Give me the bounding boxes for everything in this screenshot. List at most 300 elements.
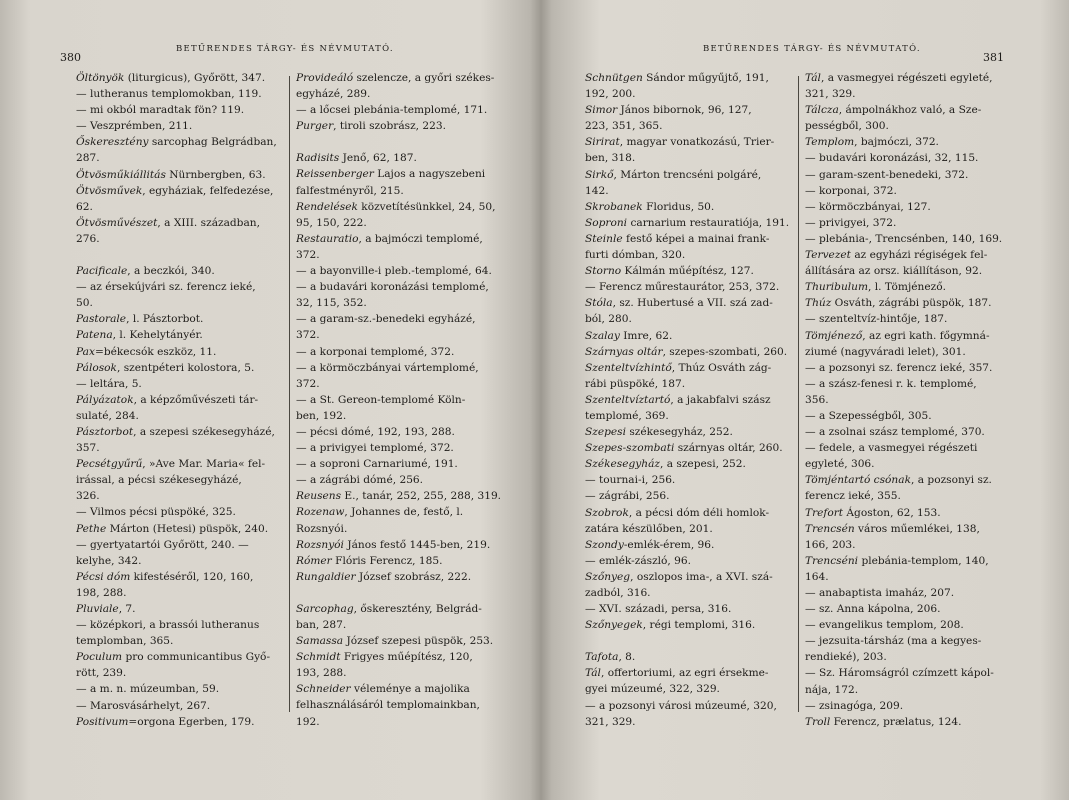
entry-text: 62.: [76, 200, 93, 213]
entry-text: 356.: [805, 393, 829, 406]
entry-text: , szentpéteri kolostora, 5.: [116, 361, 255, 374]
entry-headword: Simor: [585, 104, 618, 117]
entry-text: 192, 200.: [585, 88, 636, 101]
entry-text: ból, 280.: [585, 313, 632, 326]
index-column: [805, 70, 1015, 730]
entry-headword: Pastorale: [76, 313, 127, 326]
entry-headword: Sirkő: [585, 168, 614, 181]
index-entry: [76, 167, 286, 183]
index-entry: [76, 472, 286, 488]
entry-headword: Schmidt: [296, 651, 341, 664]
entry-headword: Soproni: [585, 216, 628, 229]
index-entry: [296, 488, 506, 504]
entry-text: város műemlékei, 138,: [854, 522, 980, 535]
entry-text: János festő 1445-ben, 219.: [343, 538, 491, 551]
entry-text: zadból, 316.: [585, 587, 651, 599]
entry-headword: Positivum: [76, 715, 129, 728]
entry-headword: Purger: [296, 120, 334, 133]
entry-text: — a zágrábi dómé, 256.: [296, 474, 424, 487]
entry-text: , ámpolnákhoz való, a Sze-: [838, 104, 982, 117]
index-entry: [296, 569, 506, 585]
entry-text: — zsinagóga, 209.: [805, 699, 904, 712]
entry-headword: Troll: [805, 715, 831, 728]
index-entry: [296, 102, 506, 118]
entry-text: , Márton trencséni polgáré,: [613, 168, 762, 181]
entry-gap: [585, 633, 795, 649]
entry-text: — a lőcsei plebánia-templomé, 171.: [296, 104, 488, 117]
entry-text: Osváth, zágrábi püspök, 187.: [831, 297, 992, 310]
entry-text: , sz. Hubertusé a VII. szá zad-: [612, 297, 773, 310]
index-entry: [805, 134, 1015, 150]
index-entry: [585, 376, 795, 392]
index-entry: [805, 376, 1015, 392]
index-entry: [296, 472, 506, 488]
entry-text: , offertoriumi, az egri érsekme-: [600, 667, 769, 680]
entry-text: Sándor műgyűjtő, 191,: [642, 72, 769, 84]
entry-text: pességből, 300.: [805, 120, 889, 133]
entry-text: gyei múzeumé, 322, 329.: [585, 683, 720, 696]
index-entry: [805, 408, 1015, 424]
entry-headword: Rozsnyói: [296, 538, 344, 551]
index-entry: [805, 392, 1015, 408]
index-entry: [585, 569, 795, 585]
index-entry: [805, 183, 1015, 199]
entry-text: János bibornok, 96, 127,: [617, 104, 752, 117]
entry-headword: Patena: [76, 329, 113, 342]
index-entry: [585, 456, 795, 472]
entry-text: szárnyas oltár, 260.: [674, 442, 783, 455]
entry-headword: Székesegyház: [585, 458, 660, 471]
index-entry: [76, 118, 286, 134]
index-entry: [585, 199, 795, 215]
index-entry: [76, 649, 286, 665]
index-entry: [805, 665, 1015, 681]
entry-text: — a zsolnai szász templomé, 370.: [805, 426, 985, 439]
entry-text: — XVI. századi, persa, 316.: [585, 603, 732, 616]
page-number: 380: [60, 51, 81, 64]
index-entry: [585, 665, 795, 681]
entry-text: sulaté, 284.: [76, 409, 139, 422]
entry-headword: Pax: [76, 345, 95, 358]
entry-headword: Trencséni: [805, 554, 859, 567]
entry-text: kelyhe, 342.: [76, 554, 142, 567]
index-entry: [805, 440, 1015, 456]
entry-text: — Sz. Háromságról czímzett kápol-: [805, 667, 994, 680]
entry-text: , az egri kath. főgymná-: [862, 329, 990, 342]
index-entry: [76, 199, 286, 215]
entry-headword: Tálcza: [805, 104, 839, 117]
index-entry: [296, 697, 506, 713]
index-entry: [76, 698, 286, 714]
index-entry: [76, 488, 286, 504]
index-entry: [585, 698, 795, 714]
entry-text: — leltára, 5.: [76, 377, 142, 390]
index-entry: [76, 311, 286, 327]
index-entry: [805, 633, 1015, 649]
entry-text: — a budavári koronázási templomé,: [296, 281, 489, 294]
entry-text: — körmöczbányai, 127.: [805, 200, 931, 213]
entry-text: 32, 115, 352.: [296, 297, 367, 310]
entry-text: Nürnbergben, 63.: [165, 168, 266, 181]
entry-text: , a szepesi, 252.: [660, 458, 746, 471]
entry-text: 164.: [805, 570, 829, 583]
entry-text: Kálmán műépítész, 127.: [621, 265, 754, 278]
entry-text: az egyházi régiségek fel-: [850, 249, 988, 262]
entry-text: , bajmóczi, 372.: [854, 136, 939, 149]
index-entry: [585, 537, 795, 553]
index-entry: [296, 360, 506, 376]
entry-text: (liturgicus), Győrött, 347.: [124, 72, 266, 84]
entry-headword: Steinle: [585, 232, 623, 245]
index-entry: [585, 601, 795, 617]
index-entry: [296, 649, 506, 665]
entry-headword: Szobrok: [585, 506, 629, 519]
index-entry: [296, 617, 506, 633]
index-entry: [585, 183, 795, 199]
entry-headword: Schneider: [296, 683, 351, 696]
entry-text: 372.: [296, 377, 320, 390]
entry-text: — a garam-sz.-benedeki egyházé,: [296, 313, 476, 326]
entry-text: festő képei a mainai frank-: [622, 232, 770, 245]
index-entry: [76, 714, 286, 730]
index-entry: [296, 376, 506, 392]
index-entry: [805, 215, 1015, 231]
entry-text: felhasználásáról templomainkban,: [296, 699, 480, 712]
index-entry: [585, 649, 795, 665]
entry-headword: Rozenaw: [296, 506, 345, 519]
index-entry: [76, 601, 286, 617]
entry-text: , a jakabfalvi szász: [670, 393, 771, 406]
entry-text: Márton (Hetesi) püspök, 240.: [106, 522, 269, 535]
index-entry: [805, 714, 1015, 730]
index-entry: [805, 424, 1015, 440]
index-entry: [805, 698, 1015, 714]
entry-headword: Ötvösműkiállitás: [76, 168, 166, 181]
index-entry: [296, 86, 506, 102]
entry-headword: Szőnyeg: [585, 570, 631, 583]
entry-text: , őskeresztény, Belgrád-: [353, 602, 482, 615]
entry-text: — mi okból maradtak fön? 119.: [76, 104, 245, 117]
index-entry: [76, 344, 286, 360]
entry-text: irással, a pécsi székesegyházé,: [76, 474, 242, 487]
index-entry: [585, 118, 795, 134]
entry-text: — a Szepességből, 305.: [805, 409, 932, 422]
index-entry: [76, 408, 286, 424]
entry-headword: Rendelések: [296, 200, 358, 213]
index-entry: [296, 311, 506, 327]
entry-headword: Szenteltvíztartó: [585, 393, 671, 406]
entry-headword: Sirirat: [585, 136, 620, 149]
entry-text: , a pécsi dóm déli homlok-: [628, 506, 770, 519]
index-entry: [76, 617, 286, 633]
index-entry: [805, 295, 1015, 311]
entry-text: kifestéséről, 120, 160,: [130, 570, 254, 583]
entry-text: József szepesi püspök, 253.: [343, 635, 494, 648]
entry-text: — evangelikus templom, 208.: [805, 619, 964, 632]
index-entry: [296, 681, 506, 697]
entry-headword: Tervezet: [805, 249, 851, 262]
entry-headword: Stóla: [585, 297, 613, 310]
entry-text: — tournai-i, 256.: [585, 474, 676, 487]
entry-headword: Pálosok: [76, 361, 117, 374]
index-entry: [805, 521, 1015, 537]
index-entry: [805, 569, 1015, 585]
entry-gap: [76, 247, 286, 263]
entry-text: zatára készülőben, 201.: [585, 522, 713, 535]
entry-text: — fedele, a vasmegyei régészeti: [805, 442, 978, 455]
index-entry: [296, 70, 506, 86]
index-entry: [296, 456, 506, 472]
index-entry: [585, 585, 795, 601]
entry-text: 95, 150, 222.: [296, 216, 367, 229]
entry-text: rendieké), 203.: [805, 651, 887, 664]
index-entry: [76, 569, 286, 585]
index-entry: [585, 263, 795, 279]
entry-headword: Radisits: [296, 152, 340, 165]
entry-headword: Reusens: [296, 490, 342, 503]
index-entry: [805, 649, 1015, 665]
entry-text: — a m. n. múzeumban, 59.: [76, 683, 220, 696]
index-entry: [296, 199, 506, 215]
entry-headword: Szenteltvízhintő: [585, 361, 672, 374]
index-entry: [805, 167, 1015, 183]
entry-text: — Ferencz műrestaurátor, 253, 372.: [585, 281, 780, 294]
index-entry: [585, 102, 795, 118]
entry-text: Flóris Ferencz, 185.: [331, 554, 443, 567]
entry-text: , a XIII. században,: [157, 216, 260, 229]
index-entry: [805, 199, 1015, 215]
entry-text: véleménye a majolika: [350, 683, 470, 696]
entry-text: — a St. Gereon-templomé Köln-: [296, 393, 466, 406]
entry-text: Ágoston, 62, 153.: [843, 506, 941, 519]
entry-text: közvetítésünkkel, 24, 50,: [357, 200, 496, 213]
index-entry: [805, 617, 1015, 633]
entry-headword: Szondy: [585, 538, 624, 551]
column-rule: [798, 76, 799, 712]
entry-headword: Szőnyegek: [585, 619, 643, 632]
entry-headword: Tömjéntartó csónak: [805, 474, 911, 487]
entry-text: József szobrász, 222.: [355, 570, 472, 583]
running-header: BETŰRENDES TÁRGY- ÉS NÉVMUTATÓ.: [176, 44, 394, 54]
entry-text: 50.: [76, 297, 93, 310]
index-entry: [296, 504, 506, 520]
entry-text: 223, 351, 365.: [585, 120, 663, 133]
index-entry: [585, 167, 795, 183]
entry-text: — a privigyei templomé, 372.: [296, 442, 454, 455]
index-entry: [76, 102, 286, 118]
entry-text: Floridus, 50.: [642, 200, 715, 213]
entry-text: — korponai, 372.: [805, 184, 897, 197]
entry-headword: Thúz: [805, 297, 832, 310]
entry-text: ban, 287.: [296, 619, 347, 631]
index-entry: [296, 263, 506, 279]
entry-headword: Rómer: [296, 554, 332, 567]
index-entry: [76, 263, 286, 279]
index-entry: [296, 247, 506, 263]
entry-text: — pécsi dómé, 192, 193, 288.: [296, 425, 455, 438]
running-header: BETŰRENDES TÁRGY- ÉS NÉVMUTATÓ.: [703, 44, 921, 54]
entry-text: =békecsók eszköz, 11.: [94, 345, 217, 358]
index-entry: [585, 424, 795, 440]
index-entry: [585, 488, 795, 504]
index-entry: [805, 231, 1015, 247]
entry-text: -emlék-érem, 96.: [623, 538, 715, 551]
entry-headword: Pécsi dóm: [76, 570, 131, 583]
entry-text: ben, 318.: [585, 152, 636, 165]
index-entry: [585, 714, 795, 730]
entry-text: 142.: [585, 184, 609, 197]
entry-text: , a képzőművészeti tár-: [133, 393, 259, 406]
index-entry: [805, 601, 1015, 617]
index-entry: [296, 150, 506, 166]
index-entry: [296, 392, 506, 408]
entry-headword: Tömjénező: [805, 329, 863, 342]
page-number: 381: [983, 51, 1004, 64]
entry-text: , l. Pásztorbot.: [126, 313, 204, 326]
entry-headword: Pethe: [76, 522, 107, 535]
index-entry: [805, 488, 1015, 504]
entry-text: , a vasmegyei régészeti egyleté,: [820, 72, 993, 84]
entry-text: szelencze, a győri székes-: [353, 72, 495, 84]
entry-headword: Trefort: [805, 506, 844, 519]
index-entry: [296, 537, 506, 553]
entry-text: állítására az orsz. kiállításon, 92.: [805, 265, 983, 278]
entry-text: sarcophag Belgrádban,: [148, 136, 277, 149]
entry-headword: Storno: [585, 265, 622, 278]
index-entry: [585, 344, 795, 360]
index-entry: [585, 408, 795, 424]
entry-text: — a pozsonyi sz. ferencz ieké, 357.: [805, 361, 993, 374]
index-entry: [585, 521, 795, 537]
index-entry: [805, 472, 1015, 488]
index-entry: [585, 295, 795, 311]
entry-text: furti dómban, 320.: [585, 249, 686, 262]
entry-gap: [296, 134, 506, 150]
index-entry: [805, 86, 1015, 102]
index-entry: [585, 553, 795, 569]
entry-text: — garam-szent-benedeki, 372.: [805, 168, 969, 181]
index-entry: [805, 505, 1015, 521]
index-entry: [296, 601, 506, 617]
entry-headword: Restauratio: [296, 232, 359, 245]
index-entry: [76, 327, 286, 343]
index-entry: [296, 279, 506, 295]
entry-text: , oszlopos ima-, a XVI. szá-: [630, 570, 773, 583]
index-entry: [76, 279, 286, 295]
entry-text: 372.: [296, 329, 320, 342]
index-entry: [585, 311, 795, 327]
index-entry: [585, 617, 795, 633]
entry-text: — zágrábi, 256.: [585, 490, 670, 503]
index-entry: [585, 328, 795, 344]
index-entry: [76, 633, 286, 649]
index-entry: [296, 295, 506, 311]
index-entry: [805, 263, 1015, 279]
entry-text: 166, 203.: [805, 538, 856, 551]
entry-text: ben, 192.: [296, 409, 347, 422]
index-entry: [76, 456, 286, 472]
entry-text: , »Ave Mar. Maria« fel-: [142, 458, 266, 471]
entry-text: — középkori, a brassói lutheranus: [76, 619, 260, 632]
entry-text: 372.: [296, 248, 320, 261]
index-entry: [76, 392, 286, 408]
entry-text: 198, 288.: [76, 586, 127, 599]
entry-text: carnarium restauratiója, 191.: [627, 216, 790, 229]
entry-text: 321, 329.: [805, 88, 856, 101]
entry-text: , régi templomi, 316.: [642, 619, 756, 632]
entry-text: Imre, 62.: [619, 329, 673, 342]
entry-text: — emlék-zászló, 96.: [585, 554, 692, 567]
entry-text: =orgona Egerben, 179.: [128, 715, 255, 728]
index-entry: [296, 665, 506, 681]
entry-text: , szepes-szombati, 260.: [662, 345, 788, 358]
index-entry: [76, 231, 286, 247]
index-entry: [76, 360, 286, 376]
entry-text: templomban, 365.: [76, 635, 174, 648]
index-entry: [805, 360, 1015, 376]
entry-text: — anabaptista imaház, 207.: [805, 587, 955, 599]
entry-text: rött, 239.: [76, 667, 127, 680]
entry-headword: Sarcophag: [296, 602, 354, 615]
entry-text: — a szász-fenesi r. k. templomé,: [805, 377, 977, 390]
entry-text: ferencz ieké, 355.: [805, 490, 901, 503]
index-entry: [76, 215, 286, 231]
index-entry: [296, 408, 506, 424]
entry-text: falfestményről, 215.: [296, 184, 404, 197]
entry-text: — a korponai templomé, 372.: [296, 345, 455, 358]
index-entry: [805, 102, 1015, 118]
index-entry: [76, 440, 286, 456]
entry-text: 193, 288.: [296, 667, 347, 680]
entry-text: — a soproni Carnariumé, 191.: [296, 458, 458, 471]
entry-text: — plebánia-, Trencsénben, 140, 169.: [805, 232, 1003, 245]
index-entry: [296, 166, 506, 182]
index-entry: [76, 376, 286, 392]
entry-headword: Őskeresztény: [76, 136, 149, 149]
entry-headword: Tál: [585, 667, 601, 680]
entry-text: — jezsuita-társház (ma a kegyes-: [805, 635, 982, 648]
index-entry: [296, 714, 506, 730]
entry-text: — gyertyatartói Győrött, 240. —: [76, 538, 249, 551]
index-entry: [585, 440, 795, 456]
entry-text: 192.: [296, 715, 320, 728]
index-entry: [585, 681, 795, 697]
entry-text: — budavári koronázási, 32, 115.: [805, 152, 979, 165]
entry-text: egyleté, 306.: [805, 458, 875, 471]
index-entry: [76, 537, 286, 553]
entry-text: székesegyház, 252.: [625, 426, 733, 439]
entry-text: — az érsekújvári sz. ferencz ieké,: [76, 281, 256, 294]
index-entry: [76, 70, 286, 86]
entry-headword: Rungaldier: [296, 570, 356, 583]
entry-gap: [296, 585, 506, 601]
entry-headword: Pályázatok: [76, 393, 134, 406]
index-entry: [585, 360, 795, 376]
entry-headword: Pacificale: [76, 265, 128, 278]
entry-headword: Tafota: [585, 651, 619, 664]
index-entry: [585, 279, 795, 295]
entry-headword: Pluviale: [76, 603, 119, 615]
entry-headword: Thuribulum: [805, 281, 869, 294]
index-entry: [805, 247, 1015, 263]
entry-text: , a pozsonyi sz.: [911, 474, 992, 487]
index-entry: [296, 521, 506, 537]
entry-text: — Veszprémben, 211.: [76, 120, 193, 133]
entry-text: rábi püspöké, 187.: [585, 377, 686, 390]
entry-text: , Johannes de, festő, l.: [344, 506, 464, 519]
entry-text: — a körmöczbányai vártemplomé,: [296, 361, 479, 374]
entry-text: ziumé (nagyváradi lelet), 301.: [805, 345, 966, 358]
